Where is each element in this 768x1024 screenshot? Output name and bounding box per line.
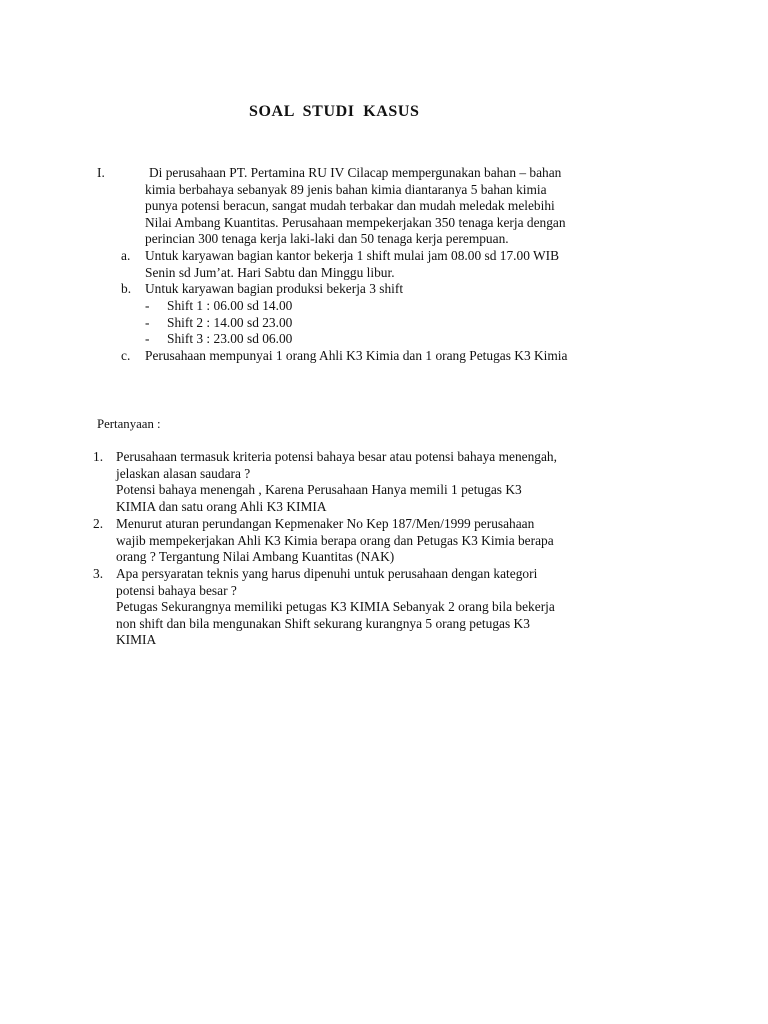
answer-line: KIMIA dan satu orang Ahli K3 KIMIA — [116, 498, 327, 514]
item-c-marker: c. — [121, 348, 131, 363]
question-line: potensi bahaya besar ? — [116, 582, 237, 598]
question-line: jelaskan alasan saudara ? — [116, 465, 251, 481]
question-line: Perusahaan termasuk kriteria potensi bahaya besar atau potensi bahaya menengah, — [116, 449, 557, 464]
questions-heading: Pertanyaan : — [97, 417, 161, 431]
item-a — [145, 248, 559, 281]
case-line: punya potensi beracun, sangat mudah terbakar dan mudah meledak melebihi — [145, 198, 555, 214]
shift-3: Shift 3 : 23.00 sd 06.00 — [167, 331, 293, 346]
case-line: kimia berbahaya sebanyak 89 jenis bahan kimia diantaranya 5 bahan kimia — [145, 181, 547, 197]
case-paragraph — [145, 165, 645, 248]
question-line: orang ? Tergantung Nilai Ambang Kuantitas (NAK) — [116, 549, 395, 565]
shift-3-marker: - — [145, 331, 150, 346]
item-c-line: Perusahaan mempunyai 1 orang Ahli K3 Kimia dan 1 orang Petugas K3 Kimia — [145, 348, 568, 363]
item-b — [145, 281, 403, 298]
answer-line: Potensi bahaya menengah , Karena Perusahaan Hanya memili 1 petugas K3 — [116, 482, 522, 498]
item-a-line: Senin sd Jum’at. Hari Sabtu dan Minggu libur. — [145, 264, 395, 280]
shift-1-marker: - — [145, 298, 150, 313]
item-b-marker: b. — [121, 281, 132, 296]
document-title: SOAL STUDI KASUS — [249, 103, 420, 120]
item-b-line: Untuk karyawan bagian produksi bekerja 3 shift — [145, 281, 404, 296]
question-2 — [116, 516, 554, 566]
case-line: Nilai Ambang Kuantitas. Perusahaan mempekerjakan 350 tenaga kerja dengan — [145, 214, 566, 230]
question-3 — [116, 566, 555, 649]
question-line: Apa persyaratan teknis yang harus dipenuhi untuk perusahaan dengan kategori — [116, 566, 538, 581]
shift-1: Shift 1 : 06.00 sd 14.00 — [167, 298, 293, 313]
question-line: Menurut aturan perundangan Kepmenaker No Kep 187/Men/1999 perusahaan — [116, 516, 535, 531]
item-a-line: Untuk karyawan bagian kantor bekerja 1 shift mulai jam 08.00 sd 17.00 WIB — [145, 248, 560, 263]
question-1-marker: 1. — [93, 449, 104, 464]
question-1 — [116, 449, 557, 515]
item-c — [145, 348, 567, 365]
shift-2: Shift 2 : 14.00 sd 23.00 — [167, 315, 293, 330]
answer-line: Petugas Sekurangnya memiliki petugas K3 KIMIA Sebanyak 2 orang bila bekerja — [116, 599, 555, 615]
case-marker: I. — [97, 165, 105, 180]
answer-line: KIMIA — [116, 632, 157, 648]
question-3-marker: 3. — [93, 566, 104, 581]
answer-line: non shift dan bila mengunakan Shift sekurang kurangnya 5 orang petugas K3 — [116, 615, 530, 631]
question-line: wajib mempekerjakan Ahli K3 Kimia berapa orang dan Petugas K3 Kimia berapa — [116, 532, 554, 548]
question-2-marker: 2. — [93, 516, 104, 531]
case-line: perincian 300 tenaga kerja laki-laki dan 50 tenaga kerja perempuan. — [145, 231, 509, 247]
item-a-marker: a. — [121, 248, 131, 263]
case-line: Di perusahaan PT. Pertamina RU IV Cilacap mempergunakan bahan – bahan — [149, 165, 562, 180]
shift-2-marker: - — [145, 315, 150, 330]
